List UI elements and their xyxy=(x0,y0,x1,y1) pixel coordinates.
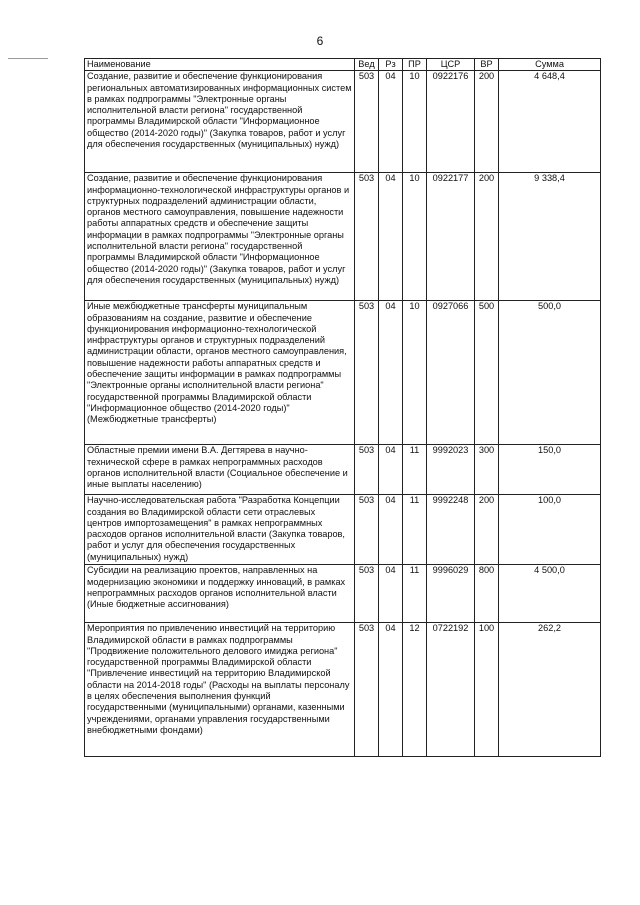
row-vr: 800 xyxy=(475,565,499,623)
page-number: 6 xyxy=(316,34,324,48)
row-csr: 0927066 xyxy=(427,301,475,445)
header-sum: Сумма xyxy=(499,59,601,71)
table-row xyxy=(85,173,601,301)
row-name: Научно-исследовательская работа "Разработка Концепции создания во Владимирской области сети отраслевых центров импортозамещения" в рамках непрограммных расходов органов исполнительной власти (Закупка товаров, работ и услуг для обеспечения государственных (муниципальных) нужд) xyxy=(85,495,355,565)
table-row xyxy=(85,565,601,623)
row-vr: 100 xyxy=(475,623,499,757)
row-sum: 4 500,0 xyxy=(499,565,601,623)
row-rz: 04 xyxy=(379,495,403,565)
table-row xyxy=(85,623,601,757)
row-pr: 11 xyxy=(403,565,427,623)
table-row xyxy=(85,445,601,495)
row-rz: 04 xyxy=(379,173,403,301)
row-rz: 04 xyxy=(379,301,403,445)
row-vr: 300 xyxy=(475,445,499,495)
header-rz: Рз xyxy=(379,59,403,71)
row-sum: 500,0 xyxy=(499,301,601,445)
row-csr: 0722192 xyxy=(427,623,475,757)
row-name: Областные премии имени В.А. Дегтярева в научно-технической сфере в рамках непрограммных расходов органов исполнительной власти (Социальное обеспечение и иные выплаты населению) xyxy=(85,445,355,495)
row-sum: 100,0 xyxy=(499,495,601,565)
row-csr: 9992023 xyxy=(427,445,475,495)
table-row xyxy=(85,301,601,445)
row-ved: 503 xyxy=(355,445,379,495)
table-header-row xyxy=(85,59,601,71)
row-ved: 503 xyxy=(355,495,379,565)
table-row xyxy=(85,71,601,173)
header-csr: ЦСР xyxy=(427,59,475,71)
row-name: Мероприятия по привлечению инвестиций на территорию Владимирской области в рамках подпрограммы "Продвижение положительного делового имиджа региона" государственной программы Владимирской области "Привлечение инвестиций на территорию Владимирской области на 2014-2018 годы" (Расходы на выплаты персоналу в целях обеспечения выполнения функций государственными (муниципальными) органами, казенными учреждениями, органами управления государственными внебюджетными фондами) xyxy=(85,623,355,757)
row-ved: 503 xyxy=(355,565,379,623)
row-csr: 9992248 xyxy=(427,495,475,565)
row-sum: 9 338,4 xyxy=(499,173,601,301)
row-vr: 500 xyxy=(475,301,499,445)
row-name: Создание, развитие и обеспечение функционирования региональных автоматизированных информационных систем в рамках подпрограммы "Электронные органы исполнительной власти региона" государственной программы Владимирской области "Информационное общество (2014-2020 годы)" (Закупка товаров, работ и услуг для обеспечения государственных (муниципальных) нужд) xyxy=(85,71,355,173)
row-sum: 4 648,4 xyxy=(499,71,601,173)
row-pr: 12 xyxy=(403,623,427,757)
header-pr: ПР xyxy=(403,59,427,71)
row-pr: 11 xyxy=(403,495,427,565)
row-pr: 10 xyxy=(403,71,427,173)
row-csr: 0922177 xyxy=(427,173,475,301)
row-csr: 0922176 xyxy=(427,71,475,173)
header-name: Наименование xyxy=(85,59,355,71)
row-ved: 503 xyxy=(355,623,379,757)
row-vr: 200 xyxy=(475,495,499,565)
row-rz: 04 xyxy=(379,71,403,173)
row-rz: 04 xyxy=(379,623,403,757)
header-vr: ВР xyxy=(475,59,499,71)
table-row xyxy=(85,495,601,565)
row-pr: 11 xyxy=(403,445,427,495)
budget-table xyxy=(84,58,601,757)
row-sum: 262,2 xyxy=(499,623,601,757)
row-pr: 10 xyxy=(403,301,427,445)
row-rz: 04 xyxy=(379,445,403,495)
row-rz: 04 xyxy=(379,565,403,623)
margin-mark xyxy=(8,58,48,59)
row-pr: 10 xyxy=(403,173,427,301)
row-csr: 9996029 xyxy=(427,565,475,623)
row-vr: 200 xyxy=(475,173,499,301)
row-vr: 200 xyxy=(475,71,499,173)
row-ved: 503 xyxy=(355,71,379,173)
header-ved: Вед xyxy=(355,59,379,71)
row-sum: 150,0 xyxy=(499,445,601,495)
row-ved: 503 xyxy=(355,301,379,445)
row-name: Иные межбюджетные трансферты муниципальным образованиям на создание, развитие и обеспечение функционирования информационно-технологической инфраструктуры органов и структурных подразделений администрации области, органов местного самоуправления, повышение надежности работы аппаратных средств и обеспечение защиты информации в рамках подпрограммы "Электронные органы исполнительной власти региона" государственной программы Владимирской области "Информационное общество (2014-2020 годы)" (Межбюджетные трансферты) xyxy=(85,301,355,445)
row-ved: 503 xyxy=(355,173,379,301)
row-name: Субсидии на реализацию проектов, направленных на модернизацию экономики и поддержку инноваций, в рамках непрограммных расходов органов исполнительной власти (Иные бюджетные ассигнования) xyxy=(85,565,355,623)
row-name: Создание, развитие и обеспечение функционирования информационно-технологической инфраструктуры органов и структурных подразделений администрации области, органов местного самоуправления, повышение надежности работы аппаратных средств и обеспечение защиты информации в рамках подпрограммы "Электронные органы исполнительной власти региона" государственной программы Владимирской области "Информационное общество (2014-2020 годы)" (Закупка товаров, работ и услуг для обеспечения государственных (муниципальных) нужд) xyxy=(85,173,355,301)
